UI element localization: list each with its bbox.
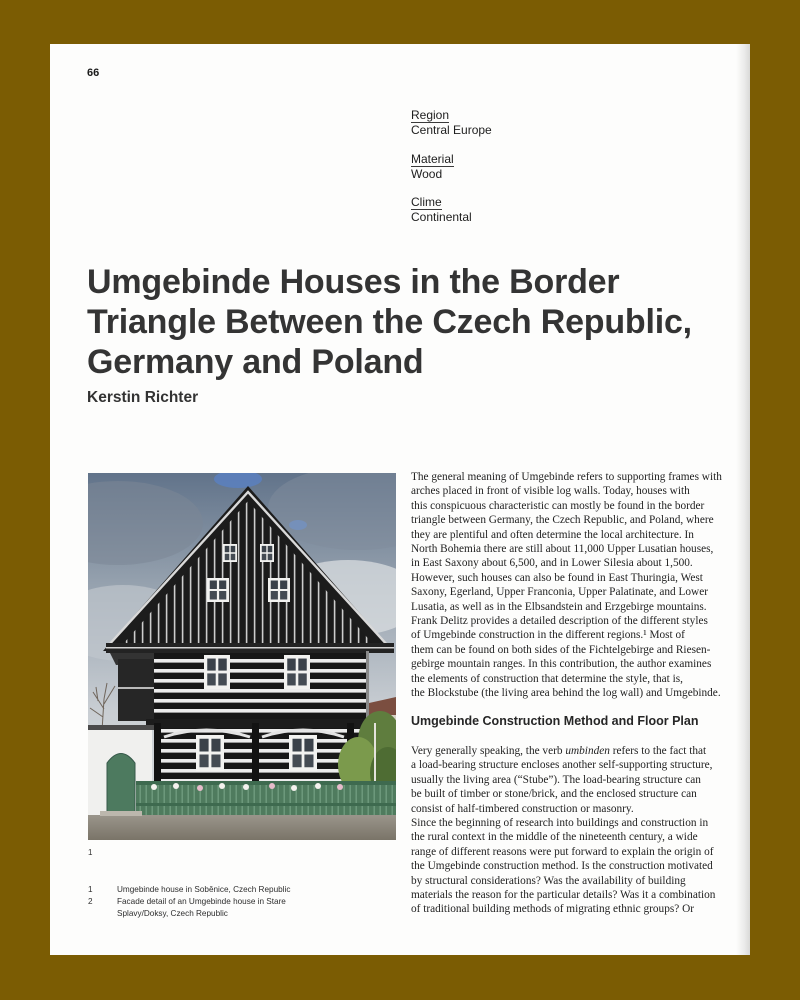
text-line: the elements of construction that determine the style, that is, (411, 672, 683, 685)
gable-window (207, 578, 229, 602)
meta-label-row (411, 152, 454, 167)
title-line: Umgebinde Houses in the Border (87, 263, 620, 301)
upper-window (204, 655, 230, 689)
flower (315, 783, 321, 789)
meta-value: Wood (411, 167, 443, 181)
text-line (411, 744, 715, 758)
text-line: consist of half-timbered construction or masonry. (411, 802, 634, 815)
ground-window (196, 735, 224, 771)
text-line: range of different reasons were put forward to explain the origin of (411, 845, 714, 858)
title-line: Triangle Between the Czech Republic, (87, 303, 692, 341)
flower (337, 784, 343, 790)
text-line: However, such houses can also be found in East Thuringia, West (411, 571, 703, 584)
meta-clime (411, 195, 472, 225)
caption-line: Umgebinde house in Soběnice, Czech Republic (117, 885, 291, 894)
italic-term: umbinden (565, 745, 610, 757)
meta-label: Region (411, 108, 450, 122)
arched-door (107, 754, 135, 814)
text-segment: refers to the fact that (609, 745, 707, 757)
paragraph-1 (411, 470, 722, 701)
caption-number: 2 (88, 897, 93, 906)
text-line: by structural considerations? Was the availability of building (411, 874, 686, 887)
paragraph-2 (411, 744, 715, 917)
text-line: arches placed in front of visible log walls. Today, houses with (411, 485, 690, 498)
text-line: in East Saxony about 6,500, and in Lower Silesia about 1,500. (411, 557, 693, 570)
meta-label-row (411, 108, 492, 123)
text-line: Saxony, Egerland, Upper Franconia, Upper Palatinate, and Lower (411, 586, 708, 599)
figure-captions (88, 884, 290, 920)
umgebinde-post (252, 723, 259, 787)
text-line: of traditional building methods of migrating ethnic groups? Or (411, 903, 694, 916)
text-line: materials the reason for the particular details? Was it a combination (411, 889, 716, 902)
text-line: the Umgebinde construction method. Is the construction motivated (411, 860, 713, 873)
flower (291, 785, 297, 791)
meta-value: Central Europe (411, 123, 492, 137)
text-line: usually the living area (“Stube”). The load-bearing structure can (411, 773, 701, 786)
text-line: gebirge mountain ranges. In this contribution, the author examines (411, 658, 712, 671)
meta-label-row (411, 195, 472, 210)
text-line: The general meaning of Umgebinde refers to supporting frames with (411, 471, 722, 483)
porch-railing (118, 687, 156, 689)
meta-material (411, 152, 454, 182)
page-edge-shadow (736, 44, 750, 955)
caption-item (88, 896, 290, 920)
text-line: them can be found on both sides of the Fichtelgebirge and Riesen- (411, 643, 711, 656)
text-line: the rural context in the middle of the nineteenth century, a wide (411, 831, 698, 844)
figure-number: 1 (88, 848, 93, 857)
door-step (100, 811, 142, 816)
gable-window (260, 544, 274, 562)
flower (269, 783, 275, 789)
text-line: North Bohemia there are still about 11,000 Upper Lusatian houses, (411, 543, 714, 556)
text-line: Frank Delitz provides a detailed description of the different styles (411, 615, 708, 628)
flower (173, 783, 179, 789)
text-line: Since the beginning of research into buildings and construction in (411, 817, 709, 830)
side-wall-eave (88, 725, 154, 730)
flower (219, 783, 225, 789)
caption-line: Splavy/Doksy, Czech Republic (117, 909, 228, 918)
blue-sky-patch (289, 520, 307, 530)
title-line: Germany and Poland (87, 343, 424, 381)
text-line: Lusatia, as well as in the Elbsandstein and Erzgebirge mountains. (411, 600, 707, 613)
caption-number: 1 (88, 885, 93, 894)
text-line: the Blockstube (the living area behind the log wall) and Umgebinde. (411, 687, 721, 700)
caption-text (117, 896, 286, 920)
caption-line: Facade detail of an Umgebinde house in Stare (117, 897, 286, 906)
porch (118, 659, 156, 721)
caption-item (88, 884, 290, 896)
text-line: this conspicuous characteristic can mostly be found in the border (411, 499, 705, 512)
upper-window (284, 655, 310, 689)
text-line: they are plentiful and often determine the local architecture. In (411, 528, 694, 541)
article-title (87, 262, 692, 382)
meta-region (411, 108, 492, 138)
text-line: triangle between Germany, the Czech Republic, and Poland, where (411, 514, 714, 527)
text-segment: Very generally speaking, the verb (411, 745, 566, 757)
author-name: Kerstin Richter (87, 389, 199, 406)
ground-window (289, 735, 317, 771)
flower (151, 784, 157, 790)
flower (197, 785, 203, 791)
meta-label: Clime (411, 195, 442, 209)
page-number: 66 (87, 67, 100, 79)
fence (136, 784, 396, 820)
ground-log-wall (154, 727, 366, 787)
flower (243, 784, 249, 790)
caption-text (117, 884, 290, 896)
gable-window (268, 578, 290, 602)
fence-rail (136, 803, 396, 806)
section-heading: Umgebinde Construction Method and Floor Plan (411, 714, 699, 728)
gable-window (223, 544, 237, 562)
text-line: a load-bearing structure encloses another self-supporting structure, (411, 759, 713, 772)
gable-sill-line (106, 647, 394, 649)
house-photo (88, 473, 396, 840)
umgebinde-post (154, 723, 161, 787)
meta-label: Material (411, 152, 454, 166)
pavement (88, 815, 396, 840)
upper-log-wall (154, 653, 366, 721)
meta-value: Continental (411, 210, 472, 224)
text-line: be built of timber or stone/brick, and the enclosed structure can (411, 788, 697, 801)
text-line: of Umgebinde construction in the different regions.¹ Most of (411, 629, 685, 642)
